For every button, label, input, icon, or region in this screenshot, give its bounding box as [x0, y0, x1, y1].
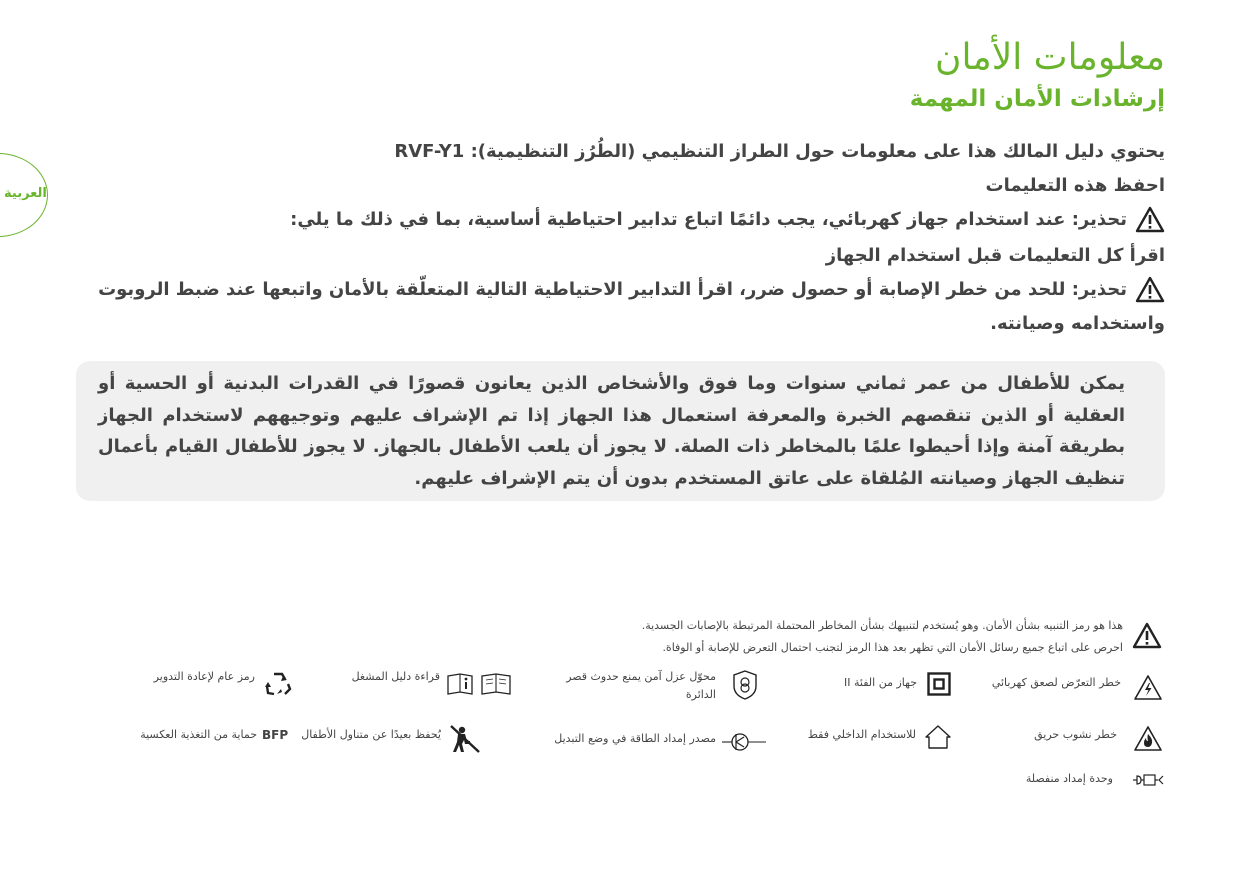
keep-away-children-icon	[449, 724, 481, 754]
alert-symbol-instruction: احرص على اتباع جميع رسائل الأمان التي تظهر بعد هذا الرمز لتجنب احتمال التعرض للإصابة أو الوفاة.	[662, 641, 1123, 654]
isolating-transformer-label-1: محوّل عزل آمن يمنع حدوث قصر	[566, 670, 716, 683]
regulatory-model-line: يحتوي دليل المالك هذا على معلومات حول الطراز التنظيمي (الطُرُز التنظيمية): RVF-Y1	[394, 141, 1165, 162]
detachable-supply-icon	[1132, 772, 1164, 788]
page-subtitle: إرشادات الأمان المهمة	[909, 86, 1165, 112]
children-safety-callout	[76, 361, 1165, 501]
isolating-transformer-icon	[732, 670, 758, 700]
page-title: معلومات الأمان	[935, 37, 1165, 78]
class-ii-label: جهاز من الفئة II	[844, 676, 917, 689]
warning-triangle-icon	[1135, 206, 1165, 234]
isolating-transformer-label-2: الدائرة	[685, 688, 716, 701]
detachable-supply-label: وحدة إمداد منفصلة	[1025, 772, 1113, 785]
electric-shock-icon	[1133, 674, 1163, 701]
read-manual-icon	[446, 672, 512, 696]
indoor-use-icon	[923, 724, 953, 750]
read-manual-label: قراءة دليل المشغل	[351, 670, 440, 683]
electric-shock-label: خطر التعرّض لصعق كهربائي	[991, 676, 1121, 689]
read-all-line: اقرأ كل التعليمات قبل استخدام الجهاز	[825, 245, 1165, 266]
fire-hazard-icon	[1133, 725, 1163, 752]
keep-away-children-label: يُحفظ بعيدًا عن متناول الأطفال	[301, 728, 441, 741]
indoor-use-label: للاستخدام الداخلي فقط	[807, 728, 916, 741]
warning-1	[290, 206, 1165, 234]
fire-hazard-label: خطر نشوب حريق	[1034, 728, 1117, 741]
warning-2-text: تحذير: للحد من خطر الإصابة أو حصول ضرر، اقرأ التدابير الاحتياطية التالية المتعلّقة بالأمان واتبعها عند ضبط الروبوت	[98, 279, 1127, 300]
alert-symbol-description: هذا هو رمز التنبيه بشأن الأمان. وهو يُستخدم لتنبيهك بشأن المخاطر المحتملة المرتبطة بالإصابات الجسدية.	[641, 619, 1123, 632]
class-ii-icon	[927, 672, 951, 696]
callout-text: يمكن للأطفال من عمر ثماني سنوات وما فوق والأشخاص الذين يعانون قصورًا في القدرات البدنية أو الحسية أو العقلية أو الذين تنقصهم الخبرة والمعرفة استعمال هذا الجهاز إذا تم الإشراف عليهم وتوجيههم لاستخدام الجهاز بطريقة آمنة وإذا أحيطوا علمًا بالمخاطر ذات الصلة. لا يجوز أن يلعب الأطفال بالجهاز. لا يجوز للأطفال القيام بأعمال تنظيف الجهاز وصيانته المُلقاة على عاتق المستخدم بدون أن يتم الإشراف عليهم.	[98, 373, 1125, 489]
recycling-icon	[264, 671, 292, 697]
bfp-badge: BFP	[262, 728, 289, 742]
warning-1-text: تحذير: عند استخدام جهاز كهربائي، يجب دائمًا اتباع تدابير احتياطية أساسية، بما في ذلك ما يلي:	[290, 209, 1127, 230]
backfeed-protection-label: حماية من التغذية العكسية	[140, 728, 257, 741]
switch-mode-power-icon	[722, 730, 766, 754]
warning-triangle-icon	[1135, 276, 1165, 304]
language-tab-label: العربية	[4, 186, 47, 201]
warning-2	[98, 276, 1165, 304]
warning-2-continuation: واستخدامه وصيانته.	[990, 313, 1165, 334]
safety-alert-icon	[1131, 622, 1163, 650]
switch-mode-power-label: مصدر إمداد الطاقة في وضع التبديل	[554, 732, 716, 745]
recycling-label: رمز عام لإعادة التدوير	[153, 670, 255, 683]
keep-instructions-line: احفظ هذه التعليمات	[985, 175, 1165, 196]
